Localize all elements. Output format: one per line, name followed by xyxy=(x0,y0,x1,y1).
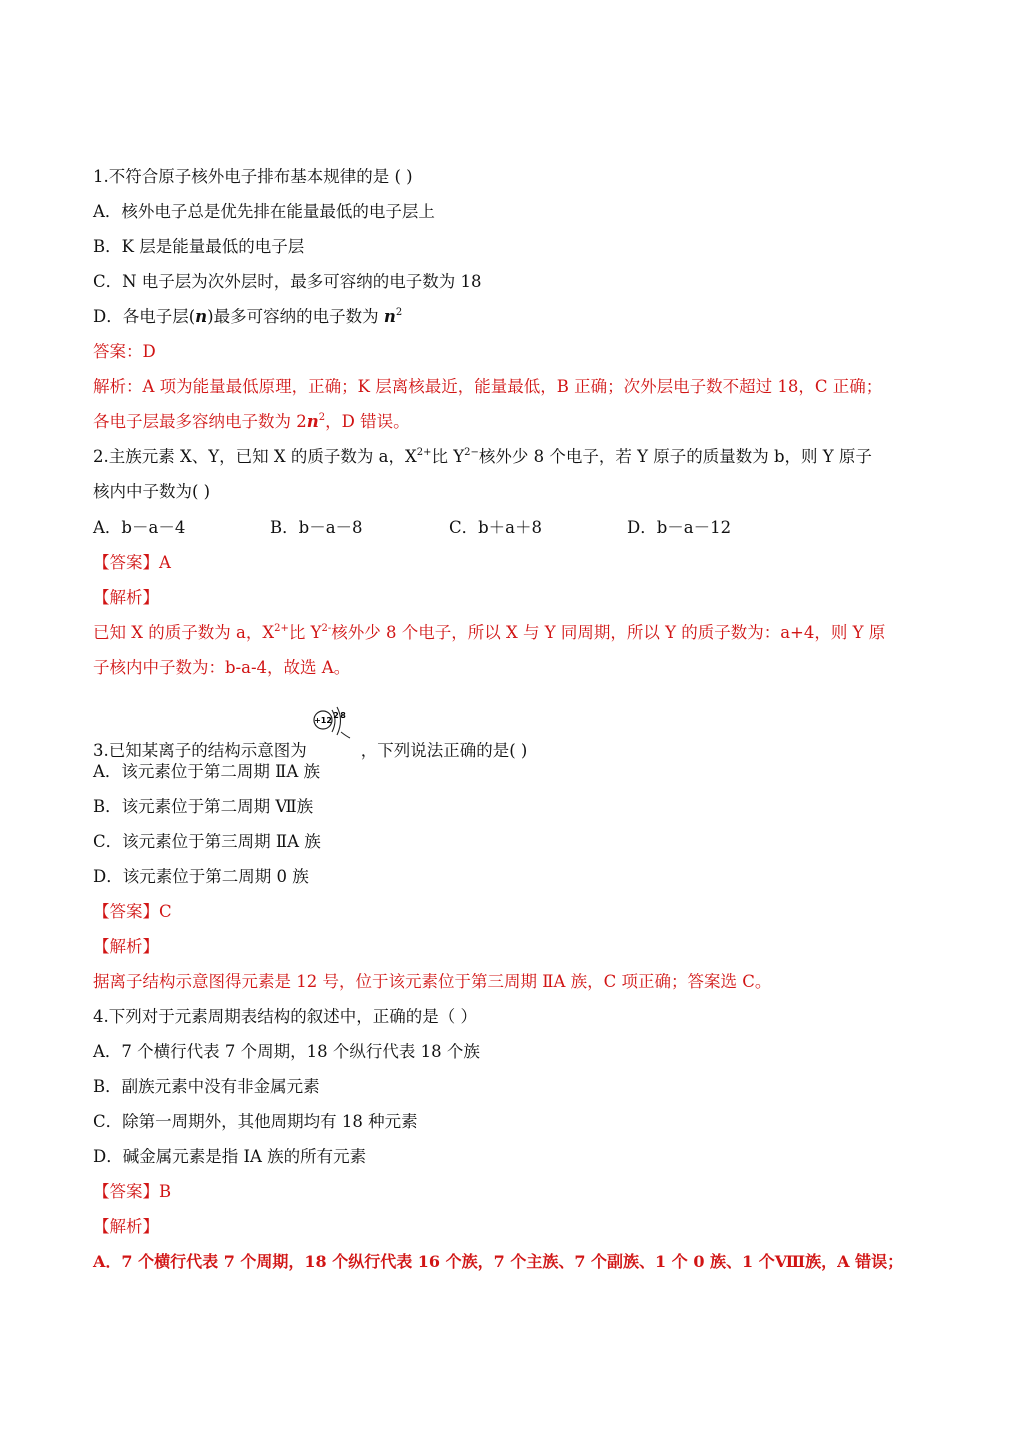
q1-d-sup: 2 xyxy=(395,307,403,318)
q2-option-c: C．b＋a＋8 xyxy=(449,518,543,537)
q4-stem: 4.下列对于元素周期表结构的叙述中，正确的是（ ） xyxy=(93,1007,477,1026)
ion-structure-diagram xyxy=(311,711,357,762)
q1-exp2-pre: 各电子层最多容纳电子数为 2 xyxy=(93,412,307,431)
q2-explanation-label: 【解析】 xyxy=(93,588,159,607)
q2-stem-b: 比 Y xyxy=(431,447,465,466)
q2-exp-a: 已知 X 的质子数为 a，X xyxy=(93,623,275,642)
q2-stem-1 xyxy=(93,446,944,468)
q3-stem xyxy=(93,711,944,762)
nucleus-charge: +12 xyxy=(313,716,332,725)
q1-answer: 答案：D xyxy=(93,342,156,361)
q1-exp2-sup: 2 xyxy=(318,412,326,423)
q1-d-mid: )最多可容纳的电子数为 xyxy=(207,307,384,326)
q1-stem: 1.不符合原子核外电子排布基本规律的是 ( ) xyxy=(93,167,413,186)
q1-d-pre: D．各电子层( xyxy=(93,307,196,326)
q4-answer: 【答案】B xyxy=(93,1182,172,1201)
q1-option-a: A．核外电子总是优先排在能量最低的电子层上 xyxy=(93,202,435,221)
q3-stem-post: ，下列说法正确的是( ) xyxy=(360,741,528,760)
q2-answer: 【答案】A xyxy=(93,553,171,572)
q1-explanation-1: 解析：A 项为能量最低原理，正确；K 层离核最近，能量最低，B 正确；次外层电子数不超过 18，C 正确； xyxy=(93,377,883,396)
q3-answer: 【答案】C xyxy=(93,902,172,921)
q2-option-d: D．b－a－12 xyxy=(627,518,732,537)
q2-option-b: B．b－a－8 xyxy=(270,518,363,537)
q1-exp2-post: ，D 错误。 xyxy=(325,412,410,431)
q4-option-c: C．除第一周期外，其他周期均有 18 种元素 xyxy=(93,1112,418,1131)
q3-stem-pre: 3.已知某离子的结构示意图为 xyxy=(93,741,307,760)
q3-option-d: D．该元素位于第二周期 0 族 xyxy=(93,867,309,886)
q1-d-var: n xyxy=(195,307,208,326)
q1-exp2-var: n xyxy=(306,412,319,431)
q4-option-a: A．7 个横行代表 7 个周期，18 个纵行代表 18 个族 xyxy=(93,1042,480,1061)
q1-option-b: B．K 层是能量最低的电子层 xyxy=(93,237,305,256)
q2-exp-b: 比 Y xyxy=(288,623,322,642)
q3-option-a: A．该元素位于第二周期 ⅡA 族 xyxy=(93,762,321,781)
q3-explanation-1: 据离子结构示意图得元素是 12 号，位于该元素位于第三周期 ⅡA 族，C 项正确；答案选 C。 xyxy=(93,972,772,991)
q2-exp-sup1: 2+ xyxy=(274,623,289,634)
ion-structure-svg xyxy=(311,702,357,742)
q3-explanation-label: 【解析】 xyxy=(93,937,159,956)
q3-option-c: C．该元素位于第三周期 ⅡA 族 xyxy=(93,832,321,851)
q2-stem-c: 核外少 8 个电子，若 Y 原子的质量数为 b，则 Y 原子 xyxy=(478,447,872,466)
shell-2-electrons: 8 xyxy=(339,711,346,720)
q4-explanation-label: 【解析】 xyxy=(93,1217,159,1236)
q4-option-d: D．碱金属元素是指 ⅠA 族的所有元素 xyxy=(93,1147,367,1166)
q2-stem-2: 核内中子数为( ) xyxy=(93,482,211,501)
q1-option-c: C．N 电子层为次外层时，最多可容纳的电子数为 18 xyxy=(93,272,482,291)
q2-option-a: A．b－a－4 xyxy=(93,518,186,537)
q2-stem-a: 2.主族元素 X、Y，已知 X 的质子数为 a，X xyxy=(93,447,417,466)
q3-option-b: B．该元素位于第二周期 Ⅶ族 xyxy=(93,797,314,816)
q2-explanation-2: 子核内中子数为：b-a-4，故选 A。 xyxy=(93,658,351,677)
q1-option-d xyxy=(93,306,944,328)
q2-explanation-1 xyxy=(93,622,944,644)
shell-tail xyxy=(341,732,350,738)
q4-explanation-1: A．7 个横行代表 7 个周期，18 个纵行代表 16 个族，7 个主族、7 个副族、1 个 0 族、1 个Ⅷ族，A 错误； xyxy=(93,1252,904,1271)
q1-d-var2: n xyxy=(383,307,396,326)
q2-exp-c: 核外少 8 个电子，所以 X 与 Y 同周期，所以 Y 的质子数为：a+4，则 Y 原 xyxy=(331,623,886,642)
q2-stem-sup2: 2− xyxy=(464,447,479,458)
q2-stem-sup1: 2+ xyxy=(416,447,432,458)
shell-1-electrons: 2 xyxy=(332,711,339,720)
q4-option-b: B．副族元素中没有非金属元素 xyxy=(93,1077,320,1096)
q2-exp-sup2: 2- xyxy=(321,623,332,634)
q1-explanation-2 xyxy=(93,411,944,433)
